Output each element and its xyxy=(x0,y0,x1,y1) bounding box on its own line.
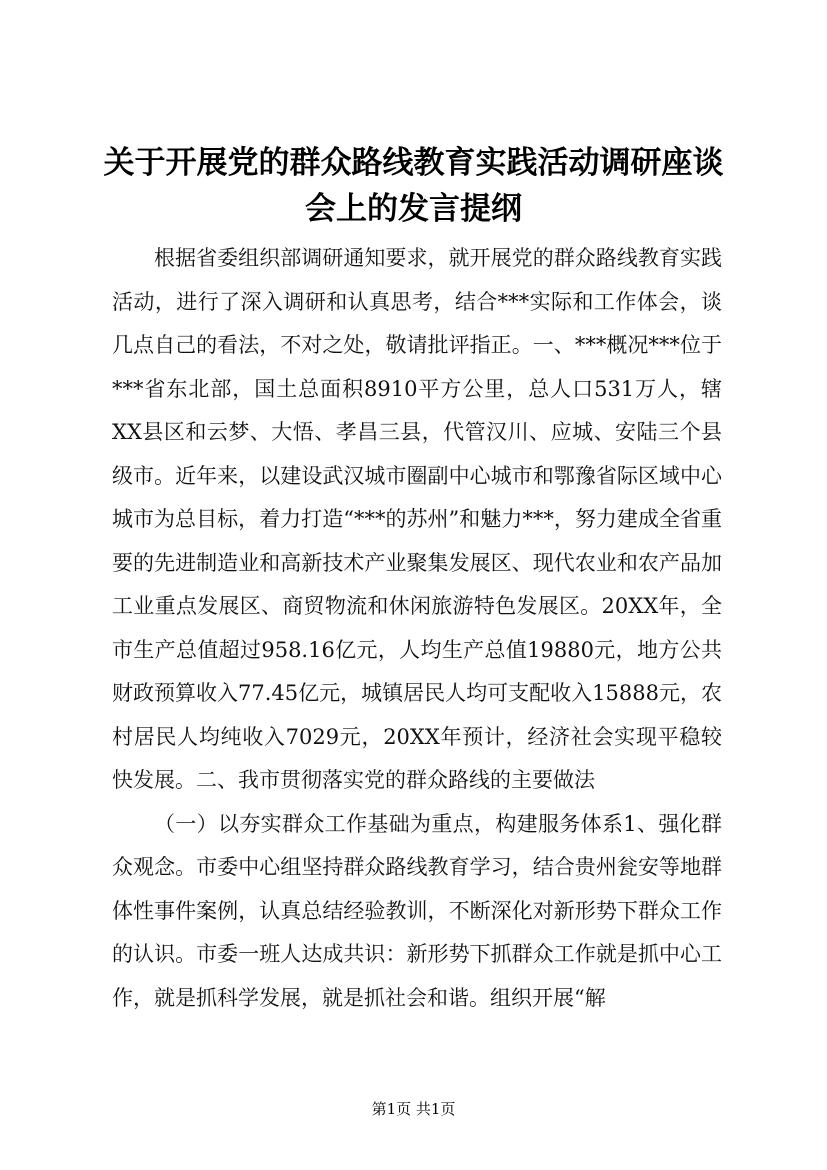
document-title: 关于开展党的群众路线教育实践活动调研座谈会上的发言提纲 xyxy=(103,145,724,227)
paragraph: 根据省委组织部调研通知要求，就开展党的群众路线教育实践活动，进行了深入调研和认真思考，结合***实际和工作体会，谈几点自己的看法，不对之处，敬请批评指正。一、***概况***位于***省东北部，国土总面积8910平方公里，总人口531万人，辖XX县区和云梦、大悟、孝昌三县，代管汉川、应城、安陆三个县级市。近年来，以建设武汉城市圈副中心城市和鄂豫省际区域中心城市为总目标，着力打造“***的苏州”和魅力***，努力建成全省重要的先进制造业和高新技术产业聚集发展区、现代农业和农产品加工业重点发展区、商贸物流和休闲旅游特色发展区。20XX年，全市生产总值超过958.16亿元，人均生产总值19880元，地方公共财政预算收入77.45亿元，城镇居民人均可支配收入15888元，农村居民人均纯收入7029元，20XX年预计，经济社会实现平稳较快发展。二、我市贯彻落实党的群众路线的主要做法 xyxy=(112,246,722,792)
document-body xyxy=(112,237,722,1020)
page-footer: 第1页 共1页 xyxy=(371,1100,456,1118)
paragraph: （一）以夯实群众工作基础为重点，构建服务体系1、强化群众观念。市委中心组坚持群众路线教育学习，结合贵州瓮安等地群体性事件案例，认真总结经验教训，不断深化对新形势下群众工作的认识。市委一班人达成共识：新形势下抓群众工作就是抓中心工作，就是抓科学发展，就是抓社会和谐。组织开展“解 xyxy=(112,811,722,1010)
